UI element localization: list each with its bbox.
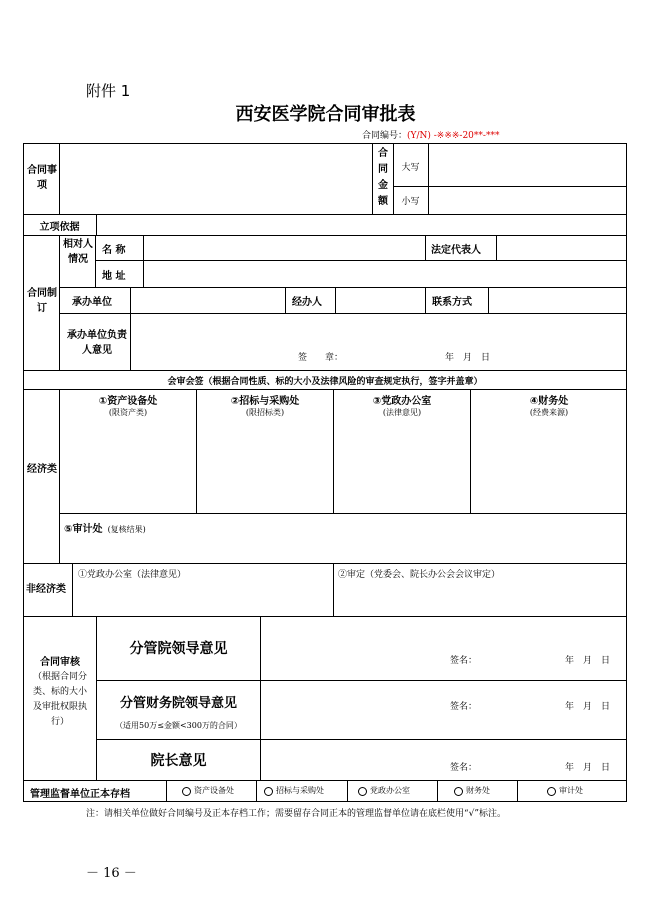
divider: [23, 780, 627, 781]
review-sign-label: 签名：: [450, 656, 478, 666]
divider: [166, 780, 167, 802]
leader-opinion-field[interactable]: [261, 617, 626, 679]
basis-label: 立项依据: [39, 222, 80, 233]
review-cell: [25, 655, 95, 730]
econ-label: 经济类: [27, 464, 57, 475]
review-date-label: 年 月 日: [565, 656, 611, 666]
party-name-field[interactable]: [144, 236, 424, 259]
review-date-label: 年 月 日: [565, 702, 611, 712]
econ-col-finance[interactable]: [471, 392, 627, 418]
archive-option-procurement[interactable]: [264, 785, 324, 796]
review-row-title: 分管财务院领导意见: [119, 696, 237, 711]
divider: [517, 780, 518, 802]
review-note: （根据合同分类、标的大小及审批权限执行）: [32, 672, 87, 727]
econ-col-sub: (经费来源): [529, 408, 569, 417]
attachment-label: 附件 1: [86, 82, 131, 100]
archive-option-office[interactable]: [358, 785, 410, 796]
page-number: － 16 －: [86, 866, 137, 881]
divider: [23, 370, 627, 371]
econ-col-title: ①资产设备处: [98, 396, 158, 407]
radio-circle-icon: [358, 787, 367, 796]
econ-col-sub: (限资产类): [108, 408, 148, 417]
seal-label: 签 章：: [298, 353, 344, 363]
review-sign-label: 签名：: [450, 763, 478, 773]
econ-col-procurement[interactable]: [197, 392, 333, 418]
amount-upper-field[interactable]: [429, 144, 626, 185]
contract-no-label: 合同编号：: [362, 131, 408, 141]
contract-matter-label: 合同事项: [27, 165, 57, 191]
countersign-header: 会审会签（根据合同性质、标的大小及法律风险的审查规定执行，签字并盖章）: [167, 377, 483, 387]
legal-rep-field[interactable]: [497, 236, 626, 259]
review-sign-label: 签名：: [450, 702, 478, 712]
nonecon-label: 非经济类: [26, 584, 66, 595]
divider: [333, 563, 334, 616]
econ-col-title: ④财务处: [529, 396, 569, 407]
audit-title: ⑤审计处: [64, 524, 103, 535]
party-address-label: 地 址: [102, 271, 126, 282]
handler-label: 经办人: [292, 297, 322, 308]
party-label: 相对人情况: [63, 239, 93, 265]
contract-matter-field[interactable]: [60, 144, 371, 213]
amount-lower-field[interactable]: [429, 187, 626, 213]
archive-label: 管理监督单位正本存档: [30, 789, 130, 800]
amount-upper-label: 大写: [401, 163, 420, 173]
contact-label: 联系方式: [432, 297, 472, 308]
dept-field[interactable]: [131, 288, 284, 312]
archive-option-audit[interactable]: [547, 785, 583, 796]
footnote: 注：请相关单位做好合同编号及正本存档工作；需要留存合同正本的管理监督单位请在底栏使用“√”标注。: [86, 809, 506, 819]
archive-option-label: 审计处: [559, 786, 583, 795]
page-title: 西安医学院合同审批表: [235, 104, 416, 125]
president-opinion-field[interactable]: [261, 740, 626, 779]
divider: [285, 287, 286, 313]
dept-opinion-label: 承办单位负责人意见: [67, 330, 127, 356]
divider: [59, 235, 60, 370]
party-address-field[interactable]: [144, 261, 626, 286]
radio-circle-icon: [454, 787, 463, 796]
contract-amount-label: 合同金额: [378, 148, 388, 207]
contract-no: [362, 128, 499, 141]
party-name-label: 名 称: [102, 245, 126, 256]
contract-no-value: (Y/N) -※※※-20**-***: [407, 131, 500, 141]
divider: [425, 287, 426, 313]
archive-option-label: 党政办公室: [370, 786, 410, 795]
divider: [72, 563, 73, 616]
handler-field[interactable]: [336, 288, 424, 312]
radio-circle-icon: [182, 787, 191, 796]
econ-col-title: ②招标与采购处: [230, 396, 300, 407]
nonecon-approval[interactable]: ②审定（党委会、院长办公会会议审定）: [338, 570, 501, 580]
archive-option-asset[interactable]: [182, 785, 234, 796]
legal-rep-label: 法定代表人: [431, 245, 481, 256]
review-row-title: 院长意见: [150, 753, 207, 769]
dept-label: 承办单位: [72, 297, 112, 308]
archive-option-finance[interactable]: [454, 785, 490, 796]
audit-sub: (复核结果): [107, 525, 146, 534]
contact-field[interactable]: [489, 288, 626, 312]
nonecon-legal[interactable]: ①党政办公室（法律意见）: [78, 570, 187, 580]
divider: [425, 235, 426, 260]
basis-field[interactable]: [97, 215, 626, 234]
radio-circle-icon: [264, 787, 273, 796]
amount-lower-label: 小写: [401, 197, 420, 207]
finance-leader-opinion-field[interactable]: [261, 681, 626, 738]
divider: [437, 780, 438, 802]
contract-draft-label: 合同制订: [27, 288, 57, 314]
review-row-sub: （适用50万≤金额<300万的合同）: [115, 721, 242, 730]
dept-opinion-date: 年 月 日: [445, 353, 491, 363]
divider: [95, 235, 96, 287]
audit-cell[interactable]: [64, 517, 146, 536]
archive-option-label: 资产设备处: [194, 786, 234, 795]
review-label: 合同审核: [40, 657, 80, 668]
radio-circle-icon: [547, 787, 556, 796]
econ-col-asset[interactable]: [60, 392, 196, 418]
divider: [59, 313, 627, 314]
econ-col-office[interactable]: [334, 392, 470, 418]
econ-col-sub: (限招标类): [245, 408, 285, 417]
divider: [347, 780, 348, 802]
archive-option-label: 财务处: [466, 786, 490, 795]
archive-option-label: 招标与采购处: [276, 786, 324, 795]
divider: [59, 513, 627, 514]
econ-col-sub: (法律意见): [382, 408, 422, 417]
review-date-label: 年 月 日: [565, 763, 611, 773]
divider: [256, 780, 257, 802]
divider: [23, 389, 627, 390]
econ-col-title: ③党政办公室: [372, 396, 432, 407]
divider: [23, 563, 627, 564]
review-row-title: 分管院领导意见: [129, 641, 228, 657]
divider: [372, 143, 373, 214]
